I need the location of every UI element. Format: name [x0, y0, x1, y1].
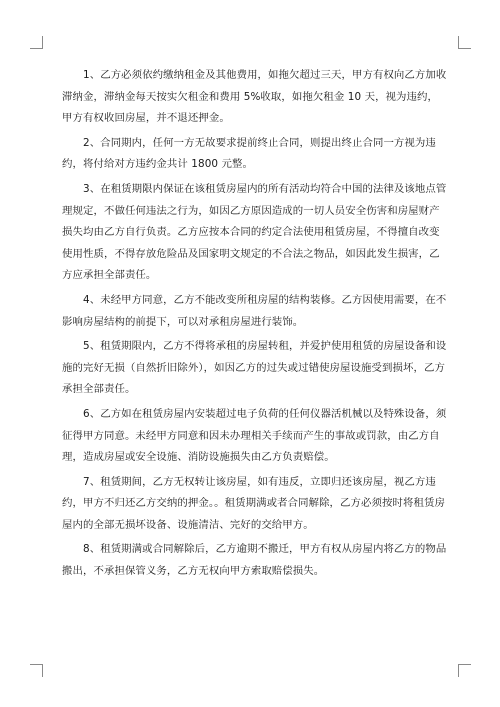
- clause-3: 3、在租赁期限内保证在该租赁房屋内的所有活动均符合中国的法律及该地点管理规定，不做任何违法之行为，如因乙方原因造成的一切人员安全伤害和房屋财产损失均由乙方自行负责。乙方应按本合同的约定合法使用租赁房屋，不得擅自改变使用性质，不得存放危险品及国家明文规定的不合法之物品，如因此发生损害，乙方应承担全部责任。: [62, 182, 447, 282]
- crop-mark-bottom-right: [458, 664, 471, 677]
- clause-8: 8、租赁期满或合同解除后，乙方逾期不搬迁，甲方有权从房屋内将乙方的物品搬出，不承担保管义务，乙方无权向甲方索取赔偿损失。: [62, 543, 447, 578]
- clause-4: 4、未经甲方同意，乙方不能改变所租房屋的结构装修。乙方因使用需要，在不影响房屋结构的前提下，可以对承租房屋进行装饰。: [62, 293, 447, 328]
- clause-7: 7、租赁期间，乙方无权转让该房屋，如有违反，立即归还该房屋，视乙方违约，甲方不归还乙方交纳的押金。。租赁期满或者合同解除，乙方必须按时将租赁房屋内的全部无损坏设备、设施清洁、完好的交给甲方。: [62, 475, 445, 531]
- clause-2: 2、合同期内，任何一方无故要求提前终止合同，则提出终止合同一方视为违约，将付给对方违约金共计 1800 元整。: [62, 136, 436, 171]
- document-body: [62, 65, 448, 586]
- clause-1: 1、乙方必须依约缴纳租金及其他费用，如拖欠超过三天，甲方有权向乙方加收滞纳金，滞纳金每天按实欠租金和费用 5%收取，如拖欠租金 10 天，视为违约，甲方有权收回房屋，并不退还押金。: [62, 69, 447, 125]
- clause-6: 6、乙方如在租赁房屋内安装超过电子负荷的任何仪器活机械以及特殊设备，须征得甲方同意。未经甲方同意和因未办理相关手续而产生的事故或罚款，由乙方自理，造成房屋或安全设施、消防设施损失由乙方负责赔偿。: [62, 407, 447, 464]
- crop-mark-top-right: [458, 36, 471, 49]
- crop-mark-bottom-left: [30, 664, 43, 677]
- crop-mark-top-left: [30, 36, 43, 49]
- clause-5: 5、租赁期限内，乙方不得将承租的房屋转租，并爱护使用租赁的房屋设备和设施的完好无损（自然折旧除外），如因乙方的过失或过错使房屋设施受到损坏，乙方承担全部责任。: [62, 340, 447, 396]
